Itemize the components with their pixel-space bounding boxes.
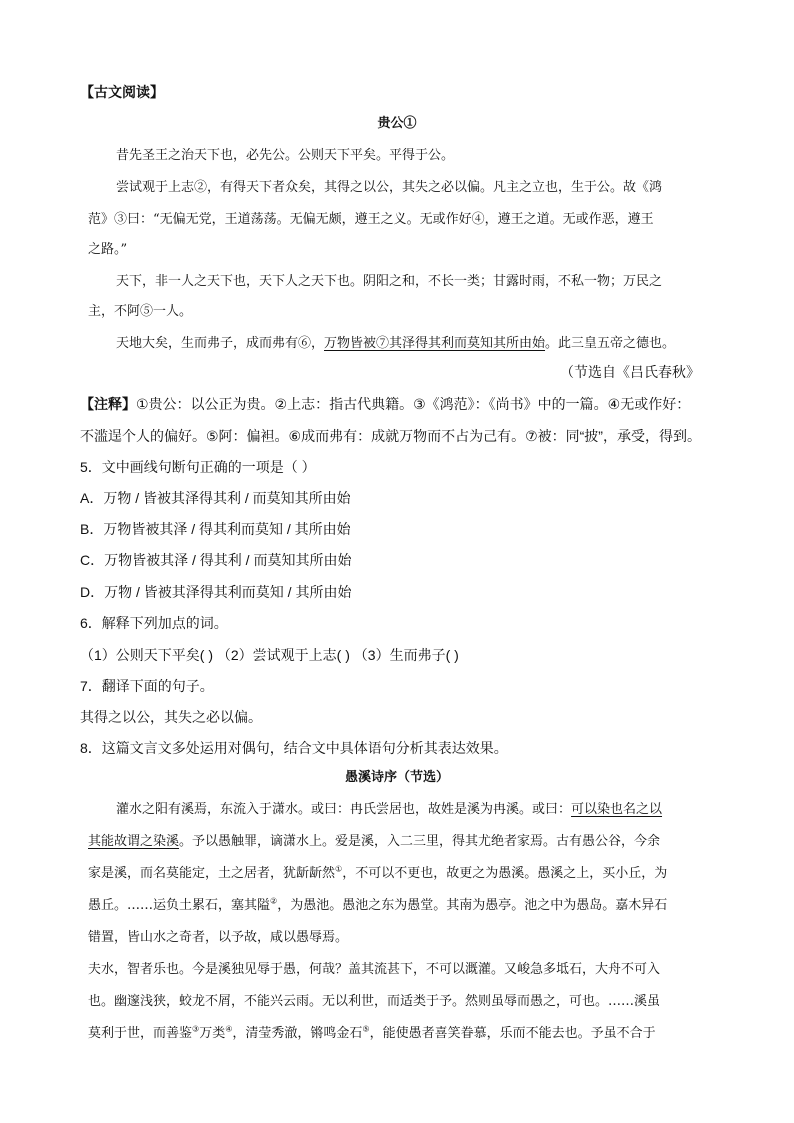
passage1-paragraph-2-line-2: 范》③曰：“无偏无党，王道荡荡。无偏无颇，遵王之义。无或作好④，遵王之道。无或作恶，遵王 — [88, 212, 654, 227]
notes-text-1: ①贵公：以公正为贵。②上志：指古代典籍。③《鸿范》：《尚书》中的一篇。④无或作好： — [136, 396, 691, 412]
question-5-option-b: B．万物皆被其泽 / 得其利而莫知 / 其所由始 — [80, 521, 351, 537]
passage2-line-3-text-b: ，不可以不更也，故更之为愚溪。愚溪之上，买小丘，为 — [342, 866, 668, 881]
question-5-option-a: A．万物 / 皆被其泽得其利 / 而莫知其所由始 — [80, 490, 351, 506]
passage2-line-1 — [116, 800, 662, 820]
passage2-line-4 — [88, 896, 667, 916]
question-8: 8．这篇文言文多处运用对偶句，结合文中具体语句分析其表达效果。 — [80, 740, 508, 756]
question-6-items: （1）公则天下平矣( ) （2）尝试观于上志( ) （3）生而弗子( ) — [80, 647, 459, 663]
paragraph-4-text-a: 天地大矣，生而弗子，成而弗有⑥， — [116, 336, 325, 351]
passage1-paragraph-2-line-1: 尝试观于上志②，有得天下者众矣，其得之以公，其失之必以偏。凡主之立也，生于公。故《鸿 — [116, 180, 663, 195]
passage2-line-8-text-d: ，能使愚者喜笑眷慕，乐而不能去也。予虽不合于 — [369, 1026, 656, 1041]
passage1-paragraph-3-line-1: 天下，非一人之天下也，天下人之天下也。阴阳之和，不长一类；甘露时雨，不私一物；万民之 — [116, 274, 663, 289]
passage1-paragraph-1: 昔先圣王之治天下也，必先公。公则天下平矣。平得于公。 — [116, 148, 455, 163]
question-5-option-c: C．万物皆被其泽 / 得其利 / 而莫知其所由始 — [80, 552, 352, 568]
passage2-line-2-text: 。予以愚触罪，谪潇水上。爱是溪，入二三里，得其尤绝者家焉。古有愚公谷，今余 — [179, 834, 661, 849]
footnote-marker-3: ③ — [192, 1024, 200, 1034]
underlined-sentence-part-1: 可以染也名之以 — [571, 802, 663, 817]
passage1-paragraph-3-line-2: 主，不阿⑤一人。 — [88, 304, 193, 319]
passage2-line-8-text-c: ，清莹秀澈，锵鸣金石 — [232, 1026, 363, 1041]
passage1-paragraph-4 — [116, 334, 675, 354]
passage1-title: 贵公① — [377, 116, 417, 131]
question-7: 7．翻译下面的句子。 — [80, 678, 214, 694]
notes-line-1 — [80, 394, 690, 414]
question-5: 5．文中画线句断句正确的一项是（ ） — [80, 459, 316, 475]
passage2-line-5: 错置，皆山水之奇者，以予故，咸以愚辱焉。 — [88, 930, 349, 945]
footnote-marker-2: ② — [270, 896, 278, 906]
question-5-option-d: D．万物 / 皆被其泽得其利而莫知 / 其所由始 — [80, 584, 352, 600]
underlined-sentence: 万物皆被⑦其泽得其利而莫知其所由始 — [324, 336, 546, 351]
passage1-source: （节选自《吕氏春秋》 — [560, 364, 700, 380]
passage2-line-3 — [88, 864, 667, 884]
passage2-line-6: 夫水，智者乐也。今是溪独见辱于愚，何哉？盖其流甚下，不可以溉灌。又峻急多坻石，大舟不可入 — [88, 962, 661, 977]
passage2-line-2 — [88, 832, 660, 852]
underlined-sentence-part-2: 其能故谓之染溪 — [88, 834, 180, 849]
section-label: 【古文阅读】 — [80, 84, 164, 100]
paragraph-4-text-b: 。此三皇五帝之德也。 — [545, 336, 676, 351]
question-7-sentence: 其得之以公，其失之必以偏。 — [80, 709, 262, 725]
passage2-line-1-text: 灌水之阳有溪焉，东流入于潇水。或曰：冉氏尝居也，故姓是溪为冉溪。或曰： — [116, 802, 572, 817]
notes-label: 【注释】 — [80, 396, 136, 412]
footnote-marker-5: ⑤ — [362, 1024, 370, 1034]
passage2-title: 愚溪诗序（节选） — [344, 770, 449, 785]
notes-line-2: 不滥逞个人的偏好。⑤阿：偏袒。⑥成而弗有：成就万物而不占为己有。⑦被：同“披”，承受，得到。 — [80, 428, 701, 444]
passage1-paragraph-2-line-3: 之路。” — [88, 242, 128, 257]
passage2-line-8 — [88, 1024, 656, 1044]
passage2-line-4-text-b: ，为愚池。愚池之东为愚堂。其南为愚亭。池之中为愚岛。嘉木异石 — [277, 898, 668, 913]
question-6: 6．解释下列加点的词。 — [80, 615, 228, 631]
passage2-line-3-text-a: 家是溪，而名莫能定，土之居者，犹龂龂然 — [88, 866, 336, 881]
footnote-marker-1: ① — [335, 864, 343, 874]
passage2-line-7: 也。幽邃浅狭，蛟龙不屑，不能兴云雨。无以利世，而适类于予。然则虽辱而愚之，可也。……溪虽 — [88, 994, 661, 1009]
passage2-line-8-text-b: 万类 — [199, 1026, 226, 1041]
passage2-line-8-text-a: 莫利于世，而善鉴 — [88, 1026, 193, 1041]
passage2-line-4-text-a: 愚丘。……运负土累石，塞其隘 — [88, 898, 271, 913]
footnote-marker-4: ④ — [225, 1024, 233, 1034]
